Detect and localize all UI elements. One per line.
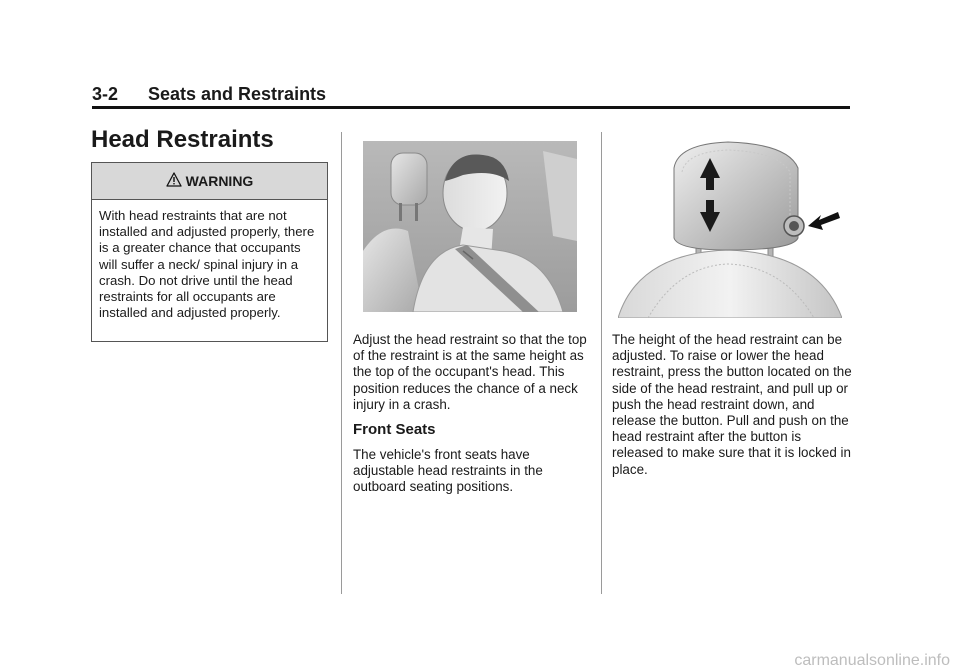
page-number: 3-2 (92, 84, 119, 104)
watermark: carmanualsonline.info (794, 652, 950, 669)
adjust-instructions-text: Adjust the head restraint so that the top of the restraint is at the same height as the top of the occupant's head. This position reduces the chance of a neck injury in a crash. (353, 332, 587, 412)
head-restraint-button-figure (618, 138, 842, 318)
warning-header (92, 163, 327, 200)
head-restraint-adjust-button-illustration (618, 138, 842, 318)
front-seats-heading: Front Seats (353, 421, 436, 438)
warning-text: With head restraints that are not installed and adjusted properly, there is a greater chance that occupants will suffer a neck/ spinal injury in a crash. Do not drive until the head restraints for all occupants are installed and adjusted properly. (99, 208, 315, 321)
column-divider-right (601, 132, 602, 594)
warning-box (91, 162, 328, 342)
height-adjust-text: The height of the head restraint can be adjusted. To raise or lower the head restraint, press the button located on the side of the head restraint, and pull up or push the head restraint down, and release the button. Pull and push on the head restraint after the button is released to make sure that it is locked in place. (612, 332, 852, 477)
front-seats-text: The vehicle's front seats have adjustable head restraints in the outboard seating positions. (353, 447, 543, 495)
driver-head-restraint-figure (363, 141, 577, 312)
page-title: Head Restraints (91, 126, 274, 153)
seated-driver-head-restraint-illustration (363, 141, 577, 312)
warning-title: WARNING (185, 173, 254, 189)
warning-triangle-icon (166, 172, 182, 190)
column-divider-left (341, 132, 342, 594)
page-header (92, 82, 850, 109)
section-title: Seats and Restraints (148, 84, 327, 104)
